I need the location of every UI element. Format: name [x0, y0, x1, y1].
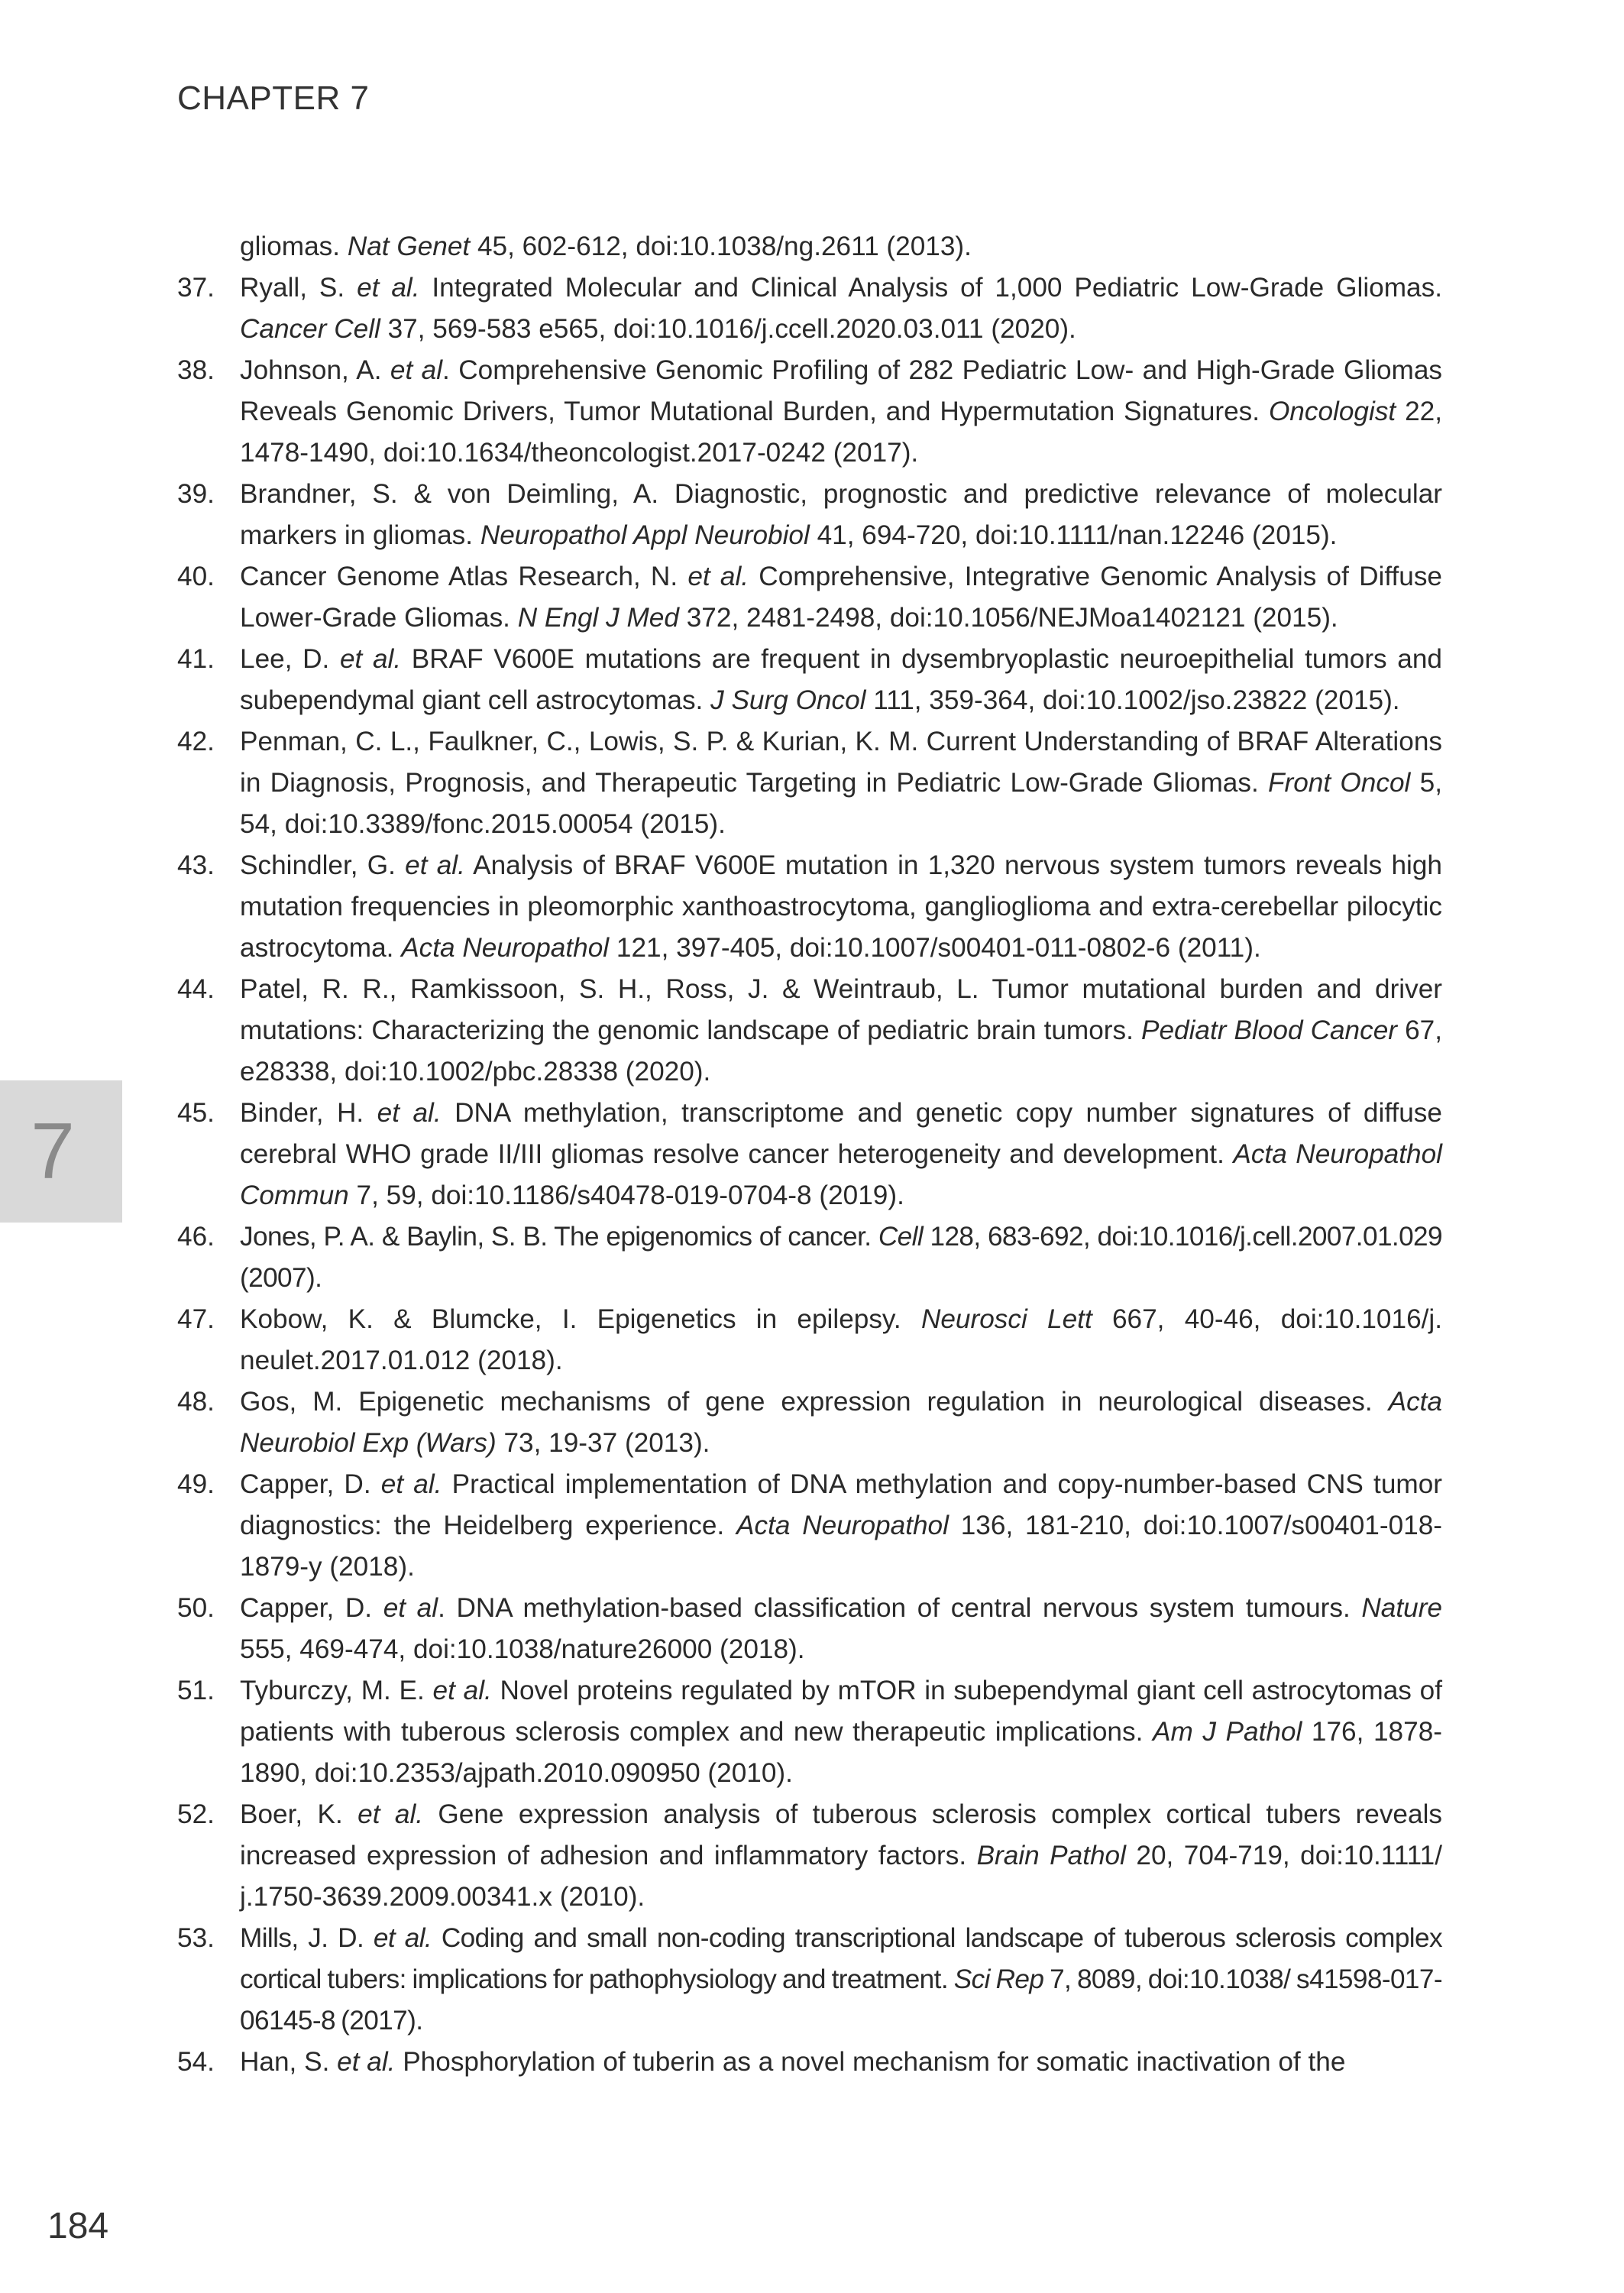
- reference-title: Diagnostic, prognostic and predictive relevance of molecular markers in gliomas.: [240, 479, 1442, 550]
- reference-details: 67, e28338, doi:10.1002/pbc.28338 (2020).: [240, 1015, 1442, 1087]
- reference-title: DNA methylation, transcriptome and genetic copy number signatures of diffuse cerebral WHO grade II/III gliomas resolve cancer heterogeneity and development.: [240, 1098, 1442, 1169]
- reference-details: 7, 59, doi:10.1186/s40478-019-0704-8 (2019).: [348, 1181, 904, 1210]
- reference-details: 555, 469-474, doi:10.1038/nature26000 (2018).: [240, 1634, 805, 1664]
- reference-details: 73, 19-37 (2013).: [496, 1428, 710, 1458]
- reference-authors: Brandner, S. & von Deimling, A.: [240, 479, 675, 509]
- chapter-tab: [0, 1080, 122, 1223]
- reference-etal: et al: [390, 355, 443, 385]
- reference-journal: Acta Neuropathol Commun: [240, 1139, 1442, 1210]
- reference-journal: Cell: [878, 1222, 924, 1252]
- reference-authors: Schindler, G.: [240, 850, 406, 880]
- reference-text: [240, 721, 1442, 845]
- reference-item: [177, 267, 1442, 350]
- reference-details: 176, 1878-1890, doi:10.2353/ajpath.2010.090950 (2010).: [240, 1717, 1442, 1788]
- reference-title: . DNA methylation-based classification of central nervous system tumours.: [438, 1593, 1362, 1623]
- reference-number: 38.: [177, 355, 215, 385]
- reference-item: [177, 2042, 1442, 2083]
- reference-journal: J Surg Oncol: [710, 685, 866, 715]
- reference-number: 47.: [177, 1304, 215, 1334]
- reference-title: Phosphorylation of tuberin as a novel mechanism for somatic inactivation of the: [395, 2047, 1346, 2077]
- reference-item: [177, 1918, 1442, 2042]
- reference-text: [240, 267, 1442, 350]
- reference-item: [177, 721, 1442, 845]
- reference-title: The epigenomics of cancer.: [554, 1222, 878, 1252]
- reference-title: Integrated Molecular and Clinical Analysis of 1,000 Pediatric Low-Grade Gliomas.: [419, 273, 1442, 303]
- reference-item: [177, 845, 1442, 969]
- reference-etal: et al.: [687, 562, 749, 591]
- reference-item: [177, 226, 1442, 267]
- reference-authors: Patel, R. R., Ramkissoon, S. H., Ross, J. & Weintraub, L.: [240, 974, 992, 1004]
- reference-authors: Jones, P. A. & Baylin, S. B.: [240, 1222, 555, 1252]
- reference-number: 52.: [177, 1799, 215, 1829]
- reference-number: 42.: [177, 727, 215, 756]
- reference-etal: et al.: [377, 1098, 442, 1128]
- reference-journal: Brain Pathol: [976, 1841, 1126, 1870]
- reference-authors: Tyburczy, M. E.: [240, 1676, 433, 1705]
- reference-authors: Boer, K.: [240, 1799, 358, 1829]
- reference-number: 54.: [177, 2047, 215, 2077]
- reference-authors: Mills, J. D.: [240, 1923, 374, 1953]
- page-number: 184: [47, 2206, 109, 2246]
- reference-journal: Sci Rep: [953, 1964, 1044, 1994]
- reference-item: [177, 1670, 1442, 1794]
- reference-details: 128, 683-692, doi:10.1016/j.cell.2007.01.029 (2007).: [240, 1222, 1442, 1293]
- reference-text: [240, 1216, 1442, 1299]
- reference-item: [177, 556, 1442, 639]
- reference-item: [177, 1464, 1442, 1588]
- reference-authors: Lee, D.: [240, 644, 340, 674]
- reference-item: [177, 639, 1442, 721]
- reference-journal: Nat Genet: [347, 232, 471, 261]
- reference-details: 136, 181-210, doi:10.1007/s00401-018-1879-y (2018).: [240, 1511, 1443, 1582]
- reference-authors: gliomas.: [240, 232, 348, 261]
- reference-journal: Neurosci Lett: [920, 1304, 1092, 1334]
- reference-etal: et al.: [405, 850, 465, 880]
- reference-item: [177, 1381, 1442, 1464]
- reference-text: [240, 226, 1442, 267]
- reference-title: Coding and small non-coding transcriptional landscape of tuberous sclerosis complex cortical tubers: implications for pathophysiology and treatment.: [240, 1923, 1442, 1994]
- reference-number: 45.: [177, 1098, 215, 1128]
- reference-etal: et al.: [432, 1676, 492, 1705]
- reference-authors: Binder, H.: [240, 1098, 377, 1128]
- reference-text: [240, 845, 1442, 969]
- reference-journal: Cancer Cell: [240, 314, 380, 344]
- reference-journal: Front Oncol: [1268, 768, 1411, 798]
- reference-journal: Oncologist: [1268, 397, 1396, 426]
- reference-text: [240, 639, 1442, 721]
- reference-authors: Johnson, A.: [240, 355, 390, 385]
- reference-authors: Penman, C. L., Faulkner, C., Lowis, S. P. & Kurian, K. M.: [240, 727, 927, 756]
- reference-journal: Neuropathol Appl Neurobiol: [480, 520, 810, 550]
- reference-details: 121, 397-405, doi:10.1007/s00401-011-0802-6 (2011).: [609, 933, 1261, 963]
- reference-item: [177, 969, 1442, 1093]
- reference-etal: et al.: [357, 1799, 424, 1829]
- reference-details: 7, 8089, doi:10.1038/ s41598-017-06145-8 (2017).: [240, 1964, 1442, 2036]
- reference-number: 53.: [177, 1923, 215, 1953]
- reference-text: [240, 556, 1442, 639]
- reference-journal: N Engl J Med: [517, 603, 679, 633]
- reference-number: 49.: [177, 1469, 215, 1499]
- reference-text: [240, 1588, 1442, 1670]
- reference-authors: Han, S.: [240, 2047, 338, 2077]
- reference-authors: Capper, D.: [240, 1593, 383, 1623]
- reference-number: 37.: [177, 273, 215, 303]
- reference-journal: Nature: [1361, 1593, 1442, 1623]
- reference-journal: Acta Neurobiol Exp (Wars): [240, 1387, 1443, 1458]
- reference-authors: Capper, D.: [240, 1469, 381, 1499]
- reference-number: 44.: [177, 974, 215, 1004]
- reference-number: 39.: [177, 479, 215, 509]
- reference-text: [240, 1670, 1442, 1794]
- reference-journal: Pediatr Blood Cancer: [1140, 1015, 1398, 1045]
- reference-journal: Acta Neuropathol: [736, 1511, 949, 1540]
- reference-number: 51.: [177, 1676, 215, 1705]
- reference-text: [240, 474, 1442, 556]
- reference-text: [240, 1381, 1442, 1464]
- reference-details: 22, 1478-1490, doi:10.1634/theoncologist.2017-0242 (2017).: [240, 397, 1442, 468]
- reference-etal: et al.: [339, 644, 402, 674]
- reference-title: . Comprehensive Genomic Profiling of 282 Pediatric Low- and High-Grade Gliomas Reveals Genomic Drivers, Tumor Mutational Burden, and Hypermutation Signatures.: [240, 355, 1442, 426]
- reference-title: BRAF V600E mutations are frequent in dysembryoplastic neuroepithelial tumors and subependymal giant cell astrocytomas.: [240, 644, 1442, 715]
- reference-details: 20, 704-719, doi:10.1111/ j.1750-3639.2009.00341.x (2010).: [240, 1841, 1442, 1912]
- reference-item: [177, 474, 1442, 556]
- reference-etal: et al.: [373, 1923, 432, 1953]
- reference-details: 667, 40-46, doi:10.1016/j. neulet.2017.01.012 (2018).: [240, 1304, 1443, 1375]
- reference-details: 37, 569-583 e565, doi:10.1016/j.ccell.2020.03.011 (2020).: [380, 314, 1076, 344]
- reference-number: 48.: [177, 1387, 215, 1417]
- reference-etal: et al.: [357, 273, 420, 303]
- reference-title: Novel proteins regulated by mTOR in subependymal giant cell astrocytomas of patients with tuberous sclerosis complex and new therapeutic implications.: [240, 1676, 1442, 1747]
- reference-details: 111, 359-364, doi:10.1002/jso.23822 (2015).: [865, 685, 1400, 715]
- reference-item: [177, 1216, 1442, 1299]
- reference-title: Epigenetic mechanisms of gene expression regulation in neurological diseases.: [358, 1387, 1389, 1417]
- reference-details: 372, 2481-2498, doi:10.1056/NEJMoa1402121 (2015).: [678, 603, 1338, 633]
- reference-journal: Am J Pathol: [1152, 1717, 1302, 1747]
- reference-text: [240, 350, 1442, 474]
- reference-text: [240, 1093, 1442, 1216]
- reference-details: 5, 54, doi:10.3389/fonc.2015.00054 (2015).: [240, 768, 1442, 839]
- reference-text: [240, 1918, 1442, 2042]
- reference-etal: et al.: [337, 2047, 396, 2077]
- reference-title: Epigenetics in epilepsy.: [597, 1304, 921, 1334]
- reference-text: [240, 1464, 1442, 1588]
- reference-etal: et al: [383, 1593, 438, 1623]
- reference-text: [240, 1299, 1442, 1381]
- reference-title: Current Understanding of BRAF Alterations in Diagnosis, Prognosis, and Therapeutic Targeting in Pediatric Low-Grade Gliomas.: [240, 727, 1442, 798]
- reference-item: [177, 350, 1442, 474]
- reference-title: Analysis of BRAF V600E mutation in 1,320 nervous system tumors reveals high mutation frequencies in pleomorphic xanthoastrocytoma, ganglioglioma and extra-cerebellar pilocytic astrocytoma.: [240, 850, 1442, 963]
- reference-number: 43.: [177, 850, 215, 880]
- reference-number: 50.: [177, 1593, 215, 1623]
- reference-text: [240, 2042, 1442, 2083]
- reference-item: [177, 1794, 1442, 1918]
- reference-number: 46.: [177, 1222, 215, 1252]
- chapter-tab-number: 7: [31, 1107, 75, 1196]
- reference-title: Comprehensive, Integrative Genomic Analysis of Diffuse Lower-Grade Gliomas.: [240, 562, 1442, 633]
- reference-item: [177, 1588, 1442, 1670]
- reference-text: [240, 1794, 1442, 1918]
- chapter-header: CHAPTER 7: [177, 79, 370, 117]
- reference-authors: Gos, M.: [240, 1387, 359, 1417]
- reference-journal: Acta Neuropathol: [401, 933, 610, 963]
- reference-authors: Kobow, K. & Blumcke, I.: [240, 1304, 597, 1334]
- reference-text: [240, 969, 1442, 1093]
- reference-list: [177, 226, 1442, 2083]
- reference-number: [177, 226, 240, 267]
- reference-title: Gene expression analysis of tuberous sclerosis complex cortical tubers reveals increased expression of adhesion and inflammatory factors.: [240, 1799, 1442, 1870]
- reference-item: [177, 1299, 1442, 1381]
- reference-authors: Ryall, S.: [240, 273, 357, 303]
- reference-title: Tumor mutational burden and driver mutations: Characterizing the genomic landscape of pediatric brain tumors.: [240, 974, 1442, 1045]
- reference-etal: et al.: [380, 1469, 442, 1499]
- reference-details: 45, 602-612, doi:10.1038/ng.2611 (2013).: [470, 232, 972, 261]
- reference-authors: Cancer Genome Atlas Research, N.: [240, 562, 688, 591]
- reference-details: 41, 694-720, doi:10.1111/nan.12246 (2015).: [809, 520, 1338, 550]
- reference-number: 40.: [177, 562, 215, 591]
- reference-title: Practical implementation of DNA methylation and copy-number-based CNS tumor diagnostics: the Heidelberg experience.: [240, 1469, 1442, 1540]
- reference-number: 41.: [177, 644, 215, 674]
- reference-item: [177, 1093, 1442, 1216]
